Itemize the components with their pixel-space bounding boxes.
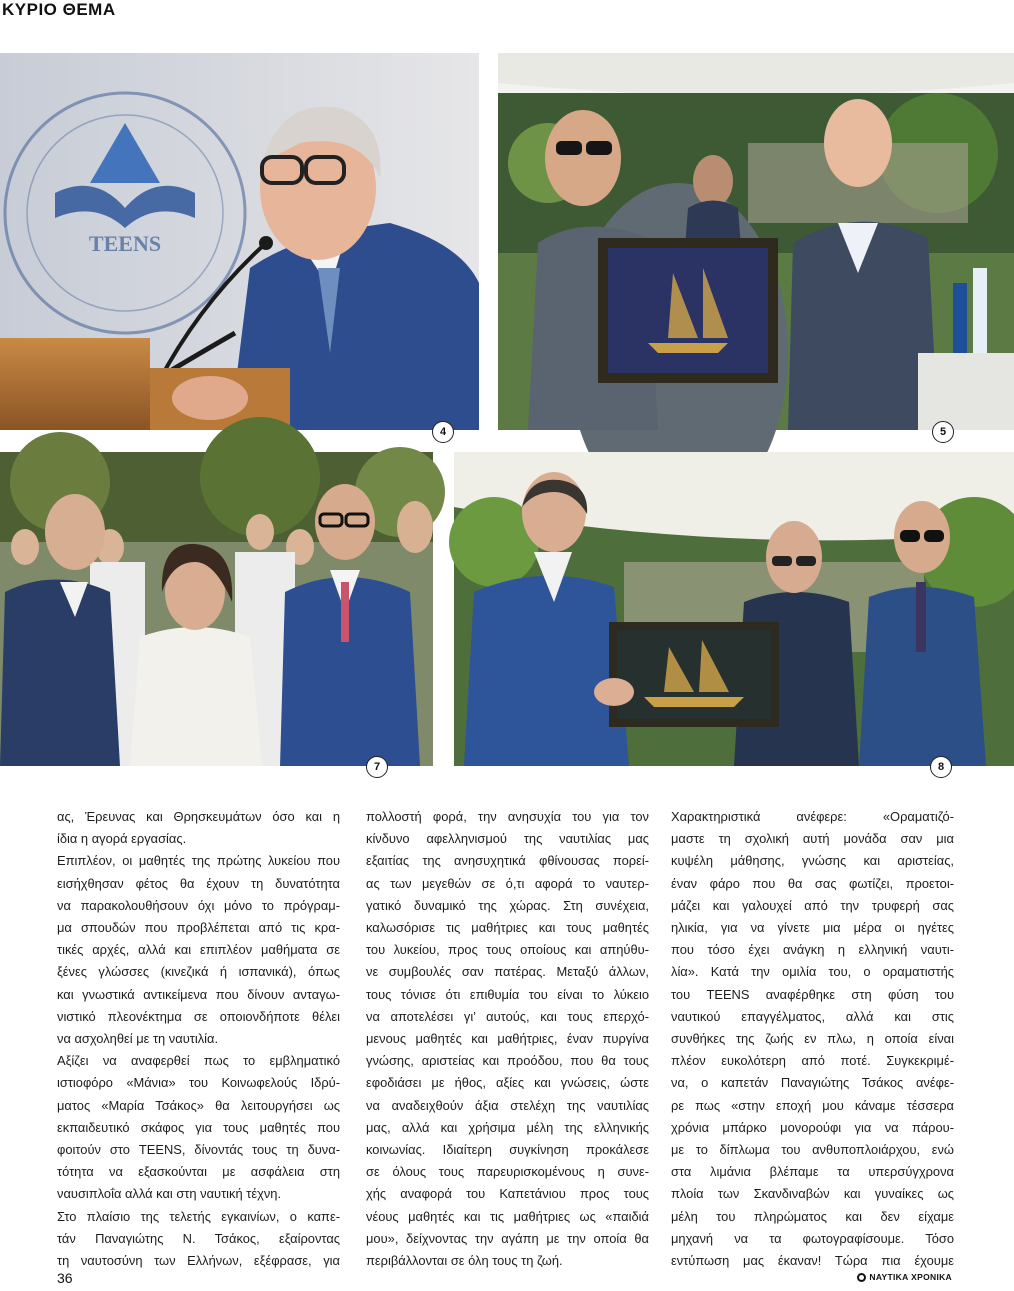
text-line: σε όλους τους παρευρισκομένους η συνε- xyxy=(366,1164,649,1180)
text-line: καλωσόρισε τις μαθήτριες και τους μαθητές xyxy=(366,920,649,936)
text-line: τη ναυτοσύνη των Ελλήνων, εξέφρασε, για xyxy=(57,1253,340,1269)
text-line: εκπαιδευτικό σκάφος για τους μαθητές που xyxy=(57,1119,340,1135)
photo-number-badge: 7 xyxy=(366,756,388,778)
text-line: ιστιοφόρο «Μάνια» του Κοινωφελούς Ιδρύ- xyxy=(57,1075,340,1091)
text-line: μαστε τη σχολική αυτή μονάδα σαν μια xyxy=(671,831,954,847)
text-line: γνώσης, αριστείας και προόδου, που θα τους xyxy=(366,1053,649,1069)
text-line: κυψέλη μάθησης, γνώσης και αριστείας, xyxy=(671,853,954,869)
page-number: 36 xyxy=(57,1270,73,1286)
article-column-3 xyxy=(671,806,954,1272)
text-line: τάν Παναγιώτης Ν. Τσάκος, εξαίροντας xyxy=(57,1230,340,1246)
text-line: εφοδιάσει με ήθος, αξίες και γνώσεις, ώστε xyxy=(366,1075,649,1091)
brand-logo-icon xyxy=(857,1273,866,1282)
footer-brand xyxy=(857,1272,952,1282)
text-line: τους τόνισε ότι επιθυμία του είναι το λύκειο xyxy=(366,986,649,1002)
text-line: έναν φάρο που θα σας φωτίζει, προετοι- xyxy=(671,875,954,891)
text-line: να παρακολουθήσουν όχι μόνο το πρόγραμ- xyxy=(57,897,340,913)
text-line: μενους μαθητές και μαθήτριες, έναν πυργίνα xyxy=(366,1031,649,1047)
text-line: του λυκείου, προς τους οποίους και απηύθυ- xyxy=(366,942,649,958)
article-column-2 xyxy=(366,806,649,1272)
text-line: πλέον ευκολότερη από ποτέ. Συγκεκριμέ- xyxy=(671,1053,954,1069)
text-line: πολλοστή φορά, την ανησυχία του για τον xyxy=(366,809,649,824)
text-line: μέλη του πληρώματος και δεν είχαμε xyxy=(671,1208,954,1224)
text-line: μα σπουδών που προβλέπεται από τις κρα- xyxy=(57,920,340,936)
text-line: που τόσο έχει ανάγκη η ελληνική ναυτι- xyxy=(671,942,954,958)
text-line: ναυτικού επαγγέλματος, αλλά και στις xyxy=(671,1008,954,1024)
photo-plaque-presentation xyxy=(498,53,1014,438)
text-line: Στο πλαίσιο της τελετής εγκαινίων, ο καπε- xyxy=(57,1208,340,1224)
text-line: με το δίπλωμα του ανθυποπλοιάρχου, ενώ xyxy=(671,1142,954,1158)
article-column-1 xyxy=(57,806,340,1272)
text-line: γατικό δυναμικό της χώρας. Στη συνέχεια, xyxy=(366,897,649,913)
text-line: περιβάλλονται σε όλη τους τη ζωή. xyxy=(366,1253,563,1269)
text-line: μου», δείχνοντας την αγάπη με την οποία θα xyxy=(366,1230,649,1246)
text-line: εξαιτίας της ανησυχητικά φθίνουσας πορεί- xyxy=(366,853,649,869)
section-label: ΚΥΡΙΟ ΘΕΜΑ xyxy=(2,0,116,19)
text-line: τικές αρχές, αλλά και επιπλέον μαθήματα σε xyxy=(57,942,340,958)
photo-speaker-podium xyxy=(0,53,479,438)
text-line: μας, αλλά και χρήσιμα μέλη της ελληνικής xyxy=(366,1119,649,1135)
text-line: στα λιμάνια βλέπαμε τα υπερσύγχρονα xyxy=(671,1164,954,1180)
text-line: Αξίζει να αναφερθεί πως το εμβληματικό xyxy=(57,1053,340,1069)
text-line: του TEENS αναφέρθηκε στη φύση του xyxy=(671,986,954,1002)
emblem-text: TEENS xyxy=(88,231,162,256)
text-line: νε συμβουλές σαν πατέρας. Μεταξύ άλλων, xyxy=(366,964,649,980)
text-line: ξένες γλώσσες (κινεζικά ή ισπανικά), όπως xyxy=(57,964,340,980)
photo-number-badge: 4 xyxy=(432,421,454,443)
text-line: εντύπωση μας έκαναν! Τώρα πια έχουμε xyxy=(671,1253,954,1269)
text-line: μηχανή να τα φωτογραφίσουμε. Τόσο xyxy=(671,1230,954,1246)
text-line: εισήχθησαν φέτος θα έχουν τη δυνατότητα xyxy=(57,875,340,891)
text-line: μάζει και γαλουχεί από την τρυφερή σας xyxy=(671,897,954,913)
photo-number-badge: 8 xyxy=(930,756,952,778)
text-line: κοινωνίας. Ιδιαίτερη συγκίνηση προκάλεσε xyxy=(366,1142,649,1158)
photo-second-plaque-presentation xyxy=(454,452,1014,773)
text-line: χής αναφορά του Καπετάνιου προς τους xyxy=(366,1186,649,1202)
text-line: χρόνια μπάρκο μονορούφι για να πάρου- xyxy=(671,1119,954,1135)
footer-brand-name: ΝΑΥΤΙΚΑ ΧΡΟΝΙΚΑ xyxy=(869,1272,952,1282)
text-line: λία». Κατά την ομιλία του, ο οραματιστής xyxy=(671,964,954,980)
text-line: ναυσιπλοΐα αλλά και στη ναυτική τέχνη. xyxy=(57,1186,282,1202)
text-line: κίνδυνο αφελληνισμού της ναυτιλίας μας xyxy=(366,831,649,847)
text-line: ηλικία, για να γίνετε μια μέρα οι ηγέτες xyxy=(671,920,954,936)
text-line: ίδια η αγορά εργασίας. xyxy=(57,831,187,847)
text-line: πλοία των Σκανδιναβών και γυναίκες ως xyxy=(671,1186,954,1202)
text-line: Επιπλέον, οι μαθητές της πρώτης λυκείου που xyxy=(57,853,340,869)
text-line: τότητα να εξασκούνται με ασφάλεια στη xyxy=(57,1164,340,1180)
text-line: και γνωστικά αντικείμενα που δίνουν ανταγω- xyxy=(57,986,340,1002)
text-line: νιστικό πλεονέκτημα σε οποιονδήποτε θέλει xyxy=(57,1008,340,1024)
text-line: Χαρακτηριστικά ανέφερε: «Οραματιζό- xyxy=(671,809,954,824)
photo-number-badge: 5 xyxy=(932,421,954,443)
photo-audience-standing xyxy=(0,452,433,773)
text-line: φοιτούν στο TEENS, δίνοντάς τους τη δυνα- xyxy=(57,1142,340,1158)
text-line: να, ο καπετάν Παναγιώτης Τσάκος ανέφε- xyxy=(671,1075,954,1091)
text-line: ρε πως «στην εποχή μου κάναμε τέσσερα xyxy=(671,1097,954,1113)
text-line: ματος «Μαρία Τσάκος» θα λειτουργήσει ως xyxy=(57,1097,340,1113)
text-line: να ασχοληθεί με τη ναυτιλία. xyxy=(57,1031,219,1047)
text-line: συνθήκες της ζωής εν πλω, η οποία είναι xyxy=(671,1031,954,1047)
text-line: ας, Έρευνας και Θρησκευμάτων όσο και η xyxy=(57,809,340,824)
text-line: να αποτελέσει γι’ αυτούς, και τους επερχό- xyxy=(366,1008,649,1024)
text-line: να αναδειχθούν άξια στελέχη της ναυτιλίας xyxy=(366,1097,649,1113)
text-line: ας των μεγεθών σε ό,τι αφορά το ναυτερ- xyxy=(366,875,649,891)
text-line: νέους μαθητές και τις μαθήτριες ως «παιδιά xyxy=(366,1208,649,1224)
